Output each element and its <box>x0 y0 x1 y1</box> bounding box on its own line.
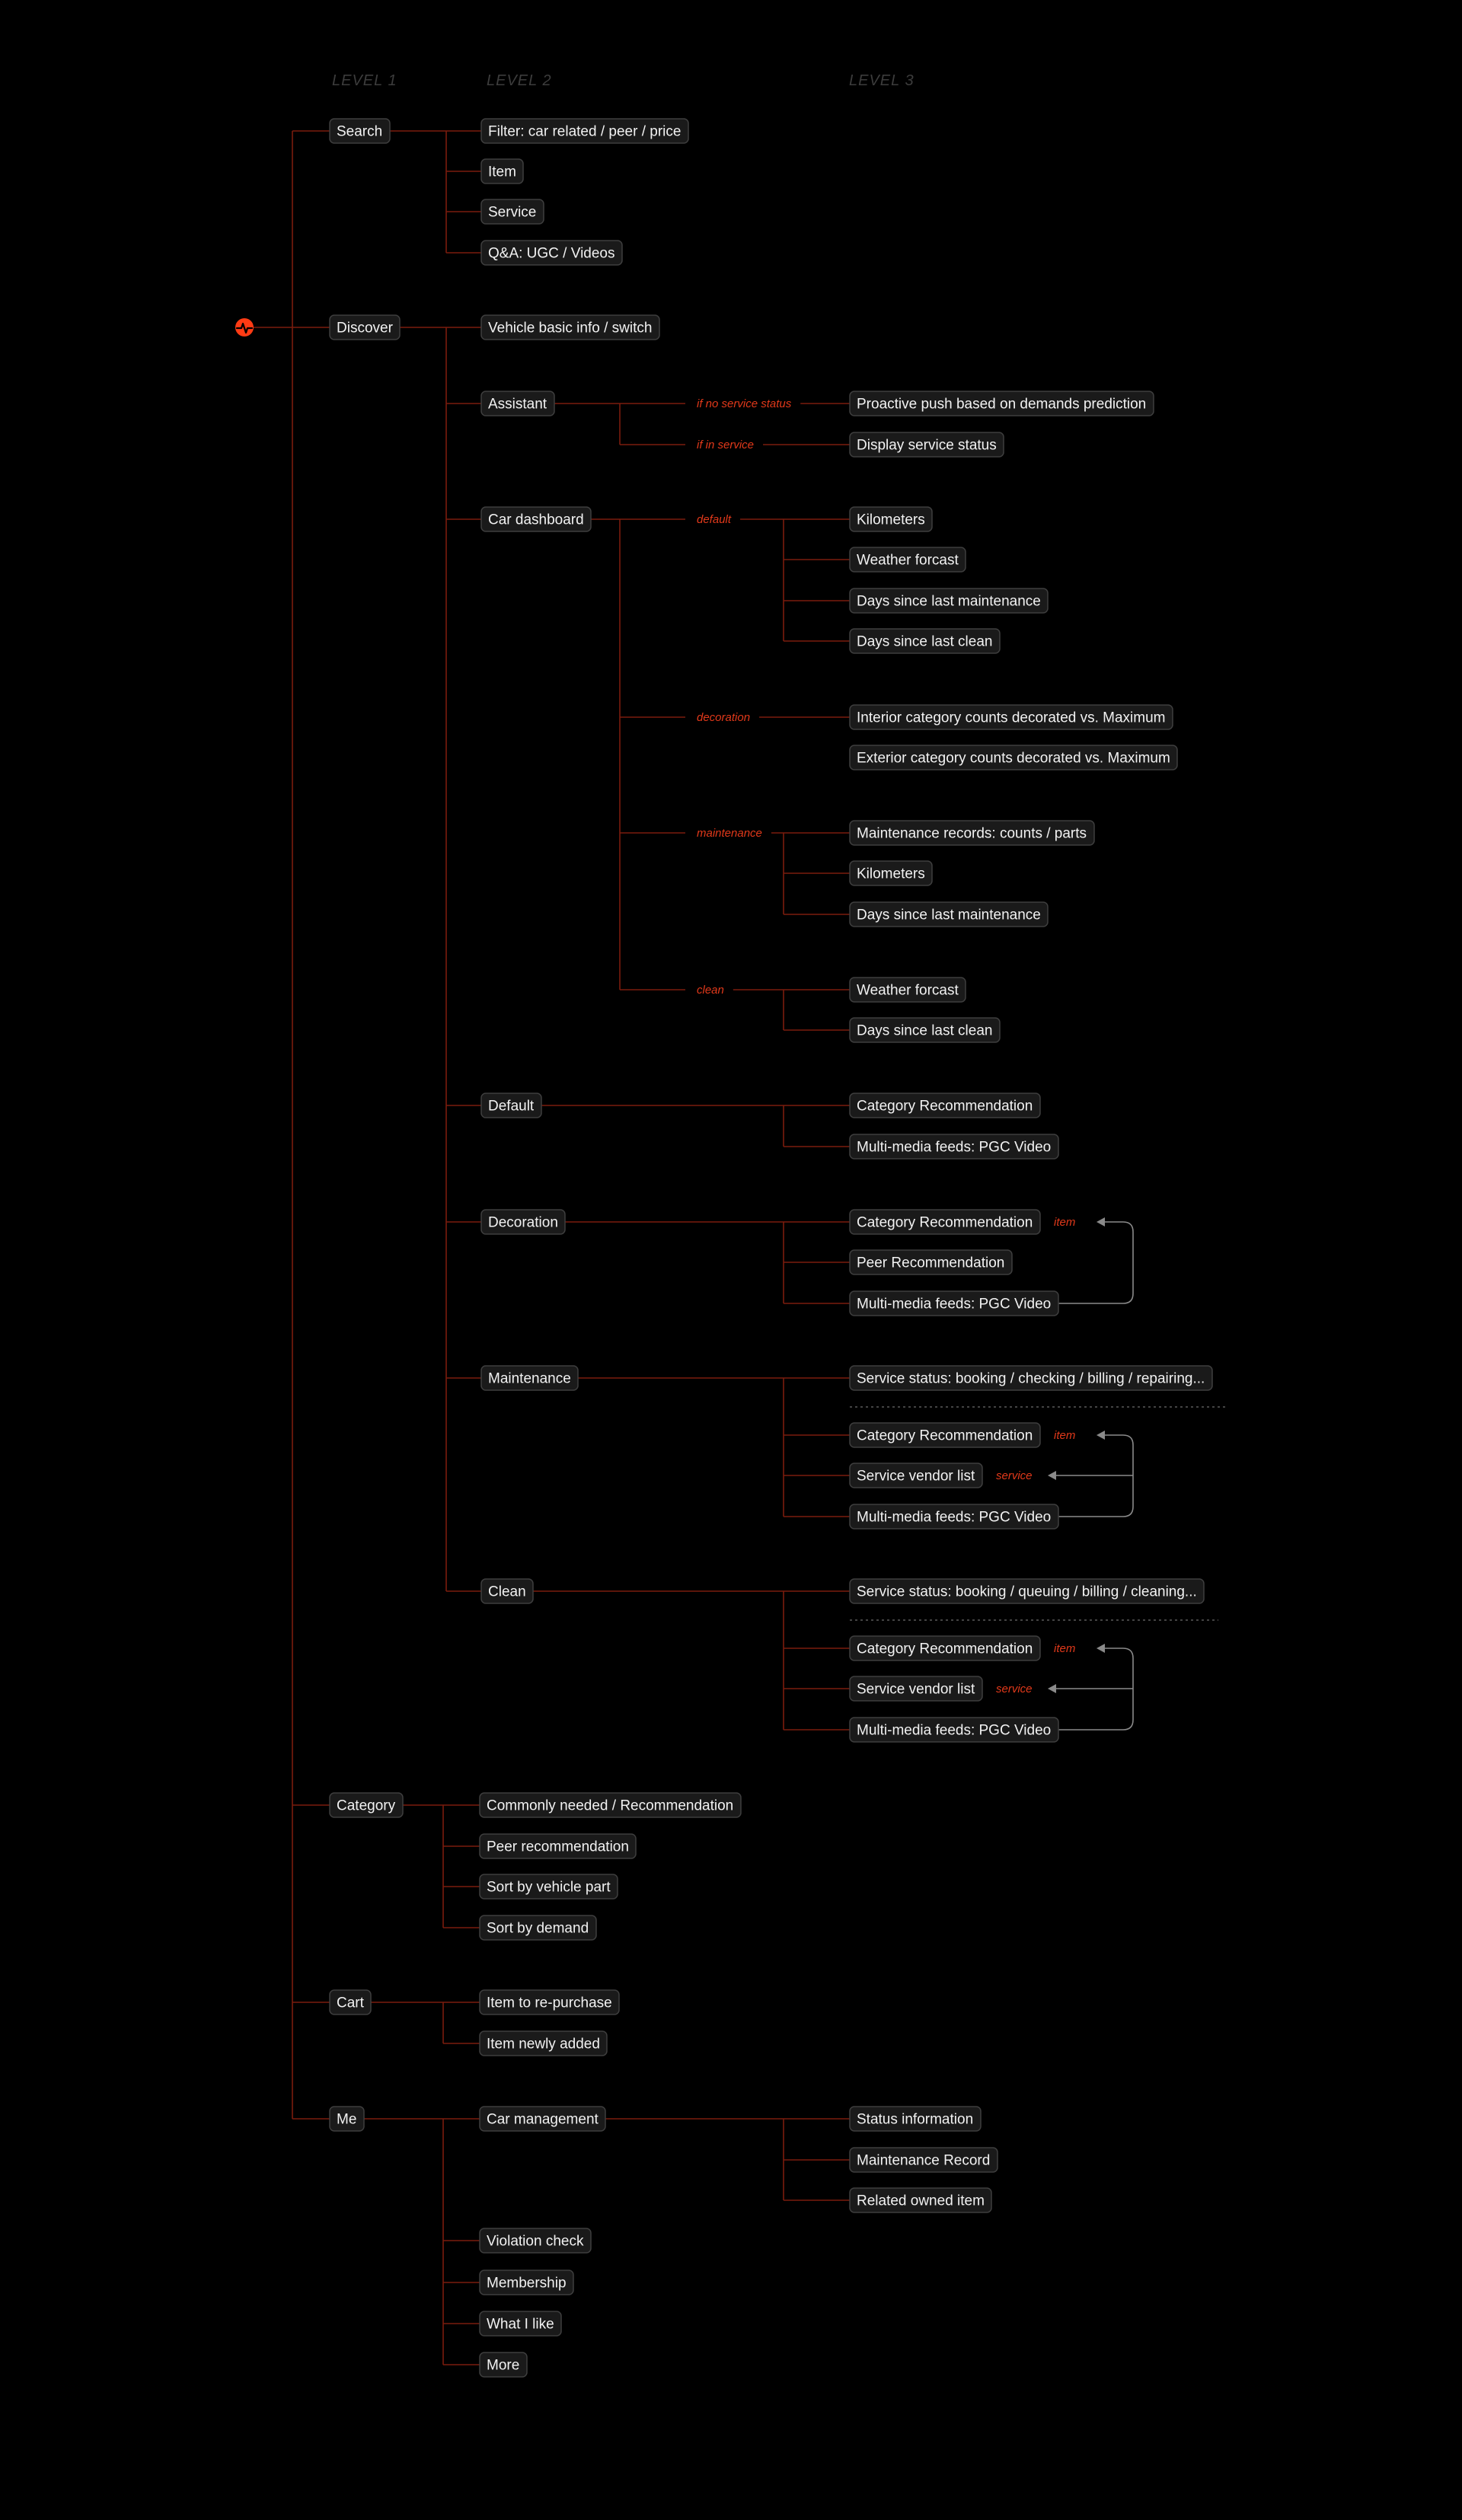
node-label: Days since last clean <box>857 1022 993 1039</box>
node-label: More <box>487 2357 520 2374</box>
node-clean[interactable] <box>481 1579 533 1603</box>
node-cd-default-days-clean[interactable] <box>850 629 1000 653</box>
node-label: Membership <box>487 2275 567 2292</box>
node-label: Kilometers <box>857 866 925 882</box>
node-display-service-status[interactable] <box>850 432 1004 457</box>
node-label: Multi-media feeds: PGC Video <box>857 1139 1052 1156</box>
node-maint-record[interactable] <box>850 2148 998 2172</box>
condition-label: if no service status <box>697 397 792 410</box>
node-discover[interactable] <box>330 315 400 340</box>
node-cart-repurchase[interactable] <box>480 1990 619 2014</box>
node-label: Peer Recommendation <box>857 1255 1005 1271</box>
node-label: Default <box>488 1098 535 1115</box>
node-default-mm[interactable] <box>850 1134 1058 1159</box>
level-headers <box>332 72 915 89</box>
node-default[interactable] <box>481 1093 541 1118</box>
node-label: Filter: car related / peer / price <box>488 123 682 140</box>
node-maint-vendor[interactable] <box>850 1463 982 1488</box>
node-label: Weather forcast <box>857 552 959 569</box>
node-label: Item to re-purchase <box>487 1995 612 2011</box>
node-label: Status information <box>857 2111 974 2128</box>
node-maint-cat-rec[interactable] <box>850 1423 1040 1447</box>
node-vehicle-info[interactable] <box>481 315 659 340</box>
node-me[interactable] <box>330 2107 364 2131</box>
node-label: Service vendor list <box>857 1681 975 1698</box>
node-cart[interactable] <box>330 1990 371 2014</box>
condition-label: default <box>697 513 732 526</box>
node-label: Proactive push based on demands prediction <box>857 396 1147 413</box>
node-label: Category Recommendation <box>857 1098 1033 1115</box>
level-header: LEVEL 1 <box>332 72 397 89</box>
node-label: Me <box>337 2111 357 2128</box>
arrowhead <box>1096 1431 1105 1440</box>
node-label: Maintenance Record <box>857 2152 991 2169</box>
node-label: What I like <box>487 2316 554 2333</box>
node-cd-deco-exterior[interactable] <box>850 745 1177 770</box>
flow-line <box>1058 1222 1133 1303</box>
node-label: Clean <box>488 1584 526 1600</box>
node-car-mgmt[interactable] <box>480 2107 605 2131</box>
node-label: Item newly added <box>487 2036 600 2053</box>
logo-icon <box>235 318 254 337</box>
node-cart-new[interactable] <box>480 2031 607 2056</box>
arrowhead <box>1096 1217 1105 1227</box>
arrowhead <box>1048 1471 1056 1480</box>
node-label: Exterior category counts decorated vs. Maximum <box>857 750 1170 767</box>
node-cd-clean-weather[interactable] <box>850 978 966 1002</box>
node-cd-maint-km[interactable] <box>850 861 932 885</box>
condition-label: service <box>996 1683 1033 1695</box>
arrowhead <box>1096 1644 1105 1653</box>
node-car-dashboard[interactable] <box>481 507 591 531</box>
node-cd-clean-days[interactable] <box>850 1018 1000 1042</box>
node-label: Multi-media feeds: PGC Video <box>857 1296 1052 1313</box>
node-search-item[interactable] <box>481 159 523 183</box>
node-label: Decoration <box>488 1214 558 1231</box>
node-deco-cat-rec[interactable] <box>850 1210 1040 1234</box>
node-qa[interactable] <box>481 241 622 265</box>
node-label: Days since last maintenance <box>857 593 1041 610</box>
node-cat-sort-part[interactable] <box>480 1874 618 1899</box>
node-status-info[interactable] <box>850 2107 981 2131</box>
node-label: Days since last maintenance <box>857 907 1041 923</box>
node-label: Multi-media feeds: PGC Video <box>857 1722 1052 1739</box>
node-label: Car management <box>487 2111 599 2128</box>
node-label: Category Recommendation <box>857 1427 1033 1444</box>
node-membership[interactable] <box>480 2270 573 2295</box>
node-label: Vehicle basic info / switch <box>488 320 653 337</box>
node-cat-common[interactable] <box>480 1793 741 1817</box>
node-cd-default-km[interactable] <box>850 507 932 531</box>
node-label: Maintenance records: counts / parts <box>857 825 1087 842</box>
node-label: Discover <box>337 320 393 337</box>
node-cd-deco-interior[interactable] <box>850 705 1173 729</box>
node-search[interactable] <box>330 119 390 143</box>
condition-label: decoration <box>697 711 751 724</box>
node-label: Violation check <box>487 2233 584 2250</box>
node-clean-vendor[interactable] <box>850 1676 982 1701</box>
node-label: Category Recommendation <box>857 1214 1033 1231</box>
node-more[interactable] <box>480 2353 527 2377</box>
node-maint-mm[interactable] <box>850 1504 1058 1529</box>
node-label: Cart <box>337 1995 364 2011</box>
condition-label: if in service <box>697 439 755 451</box>
node-label: Peer recommendation <box>487 1839 629 1855</box>
condition-label: item <box>1054 1642 1076 1655</box>
node-label: Service vendor list <box>857 1468 975 1485</box>
node-label: Sort by vehicle part <box>487 1879 611 1896</box>
node-clean-mm[interactable] <box>850 1718 1058 1742</box>
node-label: Item <box>488 164 516 180</box>
node-label: Related owned item <box>857 2193 985 2209</box>
node-label: Maintenance <box>488 1370 571 1387</box>
node-boxes <box>330 119 1212 2377</box>
node-label: Service <box>488 204 537 221</box>
node-filter[interactable] <box>481 119 688 143</box>
node-label: Service status: booking / checking / billing / repairing... <box>857 1370 1205 1387</box>
node-label: Category Recommendation <box>857 1641 1033 1657</box>
node-assistant[interactable] <box>481 391 554 416</box>
node-maintenance[interactable] <box>481 1366 578 1390</box>
node-label: Kilometers <box>857 512 925 528</box>
node-maint-status[interactable] <box>850 1366 1212 1390</box>
node-category[interactable] <box>330 1793 403 1817</box>
node-label: Days since last clean <box>857 633 993 650</box>
node-cd-maint-days[interactable] <box>850 902 1048 927</box>
node-label: Sort by demand <box>487 1920 589 1937</box>
condition-label: item <box>1054 1216 1076 1229</box>
level-header: LEVEL 2 <box>487 72 552 89</box>
node-default-cat-rec[interactable] <box>850 1093 1040 1118</box>
node-decoration[interactable] <box>481 1210 565 1234</box>
node-label: Search <box>337 123 383 140</box>
node-search-service[interactable] <box>481 199 544 224</box>
level-header: LEVEL 3 <box>849 72 915 89</box>
node-label: Category <box>337 1797 396 1814</box>
condition-label: service <box>996 1469 1033 1482</box>
node-label: Interior category counts decorated vs. Maximum <box>857 710 1166 726</box>
arrowhead <box>1048 1684 1056 1693</box>
node-violation[interactable] <box>480 2228 591 2253</box>
node-cd-default-days-maint[interactable] <box>850 589 1048 613</box>
node-label: Multi-media feeds: PGC Video <box>857 1509 1052 1526</box>
node-clean-cat-rec[interactable] <box>850 1636 1040 1660</box>
node-label: Car dashboard <box>488 512 584 528</box>
node-label: Commonly needed / Recommendation <box>487 1797 734 1814</box>
node-label: Q&A: UGC / Videos <box>488 245 615 262</box>
condition-label: clean <box>697 984 724 997</box>
node-cd-maint-records[interactable] <box>850 821 1094 845</box>
node-label: Assistant <box>488 396 547 413</box>
node-cat-sort-demand[interactable] <box>480 1916 596 1940</box>
tree-connectors <box>254 131 850 2365</box>
node-label: Service status: booking / queuing / billing / cleaning... <box>857 1584 1197 1600</box>
node-deco-mm[interactable] <box>850 1291 1058 1316</box>
node-cat-peer[interactable] <box>480 1834 636 1858</box>
node-proactive-push[interactable] <box>850 391 1154 416</box>
condition-label: maintenance <box>697 827 762 840</box>
node-cd-default-weather[interactable] <box>850 547 966 572</box>
node-label: Display service status <box>857 437 997 454</box>
node-related-item[interactable] <box>850 2188 991 2212</box>
node-what-i-like[interactable] <box>480 2311 561 2336</box>
node-deco-peer-rec[interactable] <box>850 1250 1012 1274</box>
node-label: Weather forcast <box>857 982 959 999</box>
condition-label: item <box>1054 1429 1076 1442</box>
node-clean-status[interactable] <box>850 1579 1204 1603</box>
